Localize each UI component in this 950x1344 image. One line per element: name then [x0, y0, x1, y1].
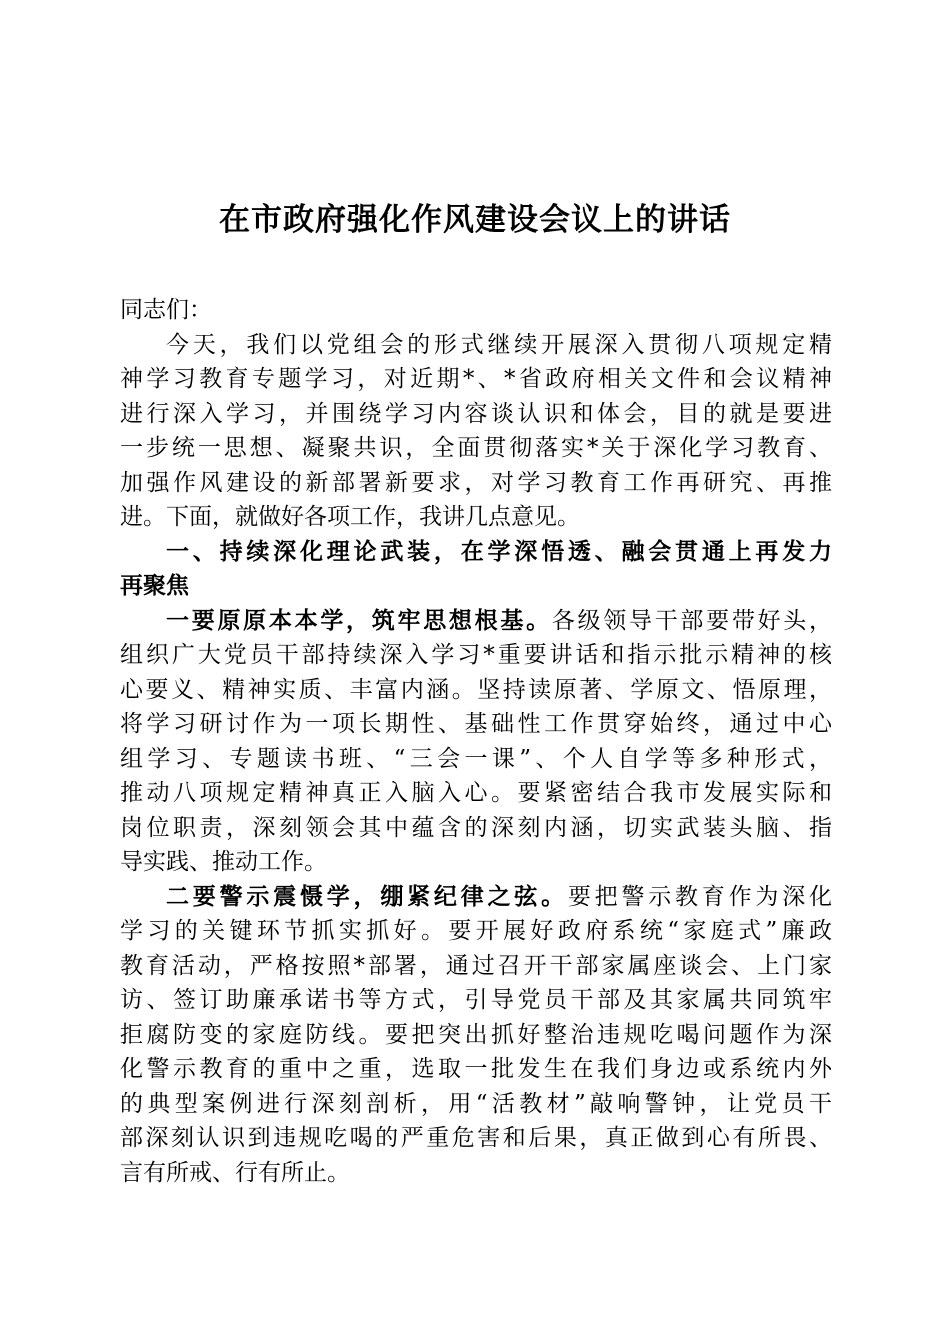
point-paragraph-2: [120, 880, 832, 1191]
point-text: 要把警示教育作为深化: [567, 883, 833, 910]
paragraph-line: 学习的关键环节抓实抓好。要开展好政府系统“家庭式”廉政: [120, 918, 832, 944]
paragraph-line: 进。下面，就做好各项工作，我讲几点意见。: [120, 504, 580, 530]
document-title: 在市政府强化作风建设会议上的讲话: [219, 202, 731, 238]
paragraph-line: 心要义、精神实质、丰富内涵。坚持读原著、学原文、悟原理，: [120, 676, 832, 703]
paragraph-line: 进行深入学习，并围绕学习内容谈认识和体会，目的就是要进: [120, 400, 832, 427]
section-heading-1: [120, 535, 832, 604]
heading-line: 一、持续深化理论武装，在学深悟透、融会贯通上再发力: [166, 538, 832, 565]
paragraph-line: 岗位职责，深刻领会其中蕴含的深刻内涵，切实武装头脑、指: [120, 814, 832, 841]
paragraph-line: [120, 880, 832, 915]
paragraph-line: 组学习、专题读书班、“三会一课”、个人自学等多种形式，: [120, 745, 832, 772]
paragraph-line: 化警示教育的重中之重，选取一批发生在我们身边或系统内外: [120, 1056, 832, 1082]
paragraph-line: 的典型案例进行深刻剖析，用“活教材”敲响警钟，让党员干: [120, 1090, 832, 1117]
paragraph-line: 访、签订助廉承诺书等方式，引导党员干部及其家属共同筑牢: [120, 987, 832, 1013]
heading-line: 再聚焦: [120, 573, 189, 599]
paragraph-line: 拒腐防变的家庭防线。要把突出抓好整治违规吃喝问题作为深: [120, 1021, 832, 1048]
paragraph-line: [120, 604, 832, 639]
point-text: 各级领导干部要带好头，: [551, 607, 833, 634]
paragraph-line: 言有所戒、行有所止。: [120, 1159, 350, 1186]
point-lead: 二要警示震慑学，绷紧纪律之弦。: [166, 882, 568, 910]
paragraph-line: 将学习研讨作为一项长期性、基础性工作贯穿始终，通过中心: [120, 711, 832, 737]
intro-paragraph: [120, 328, 832, 535]
point-lead: 一要原原本本学，筑牢思想根基。: [166, 606, 552, 634]
point-paragraph-1: [120, 604, 832, 880]
paragraph-line: 组织广大党员干部持续深入学习*重要讲话和指示批示精神的核: [120, 642, 832, 668]
paragraph-line: 教育活动，严格按照*部署，通过召开干部家属座谈会、上门家: [120, 952, 832, 979]
paragraph-line: 今天，我们以党组会的形式继续开展深入贯彻八项规定精: [166, 331, 832, 358]
paragraph-line: 部深刻认识到违规吃喝的严重危害和后果，真正做到心有所畏、: [120, 1125, 832, 1151]
paragraph-line: 神学习教育专题学习，对近期*、*省政府相关文件和会议精神: [120, 366, 832, 392]
paragraph-line: 导实践、推动工作。: [120, 849, 327, 875]
salutation: 同志们：: [120, 297, 212, 323]
paragraph-line: 一步统一思想、凝聚共识，全面贯彻落实*关于深化学习教育、: [120, 435, 832, 461]
paragraph-line: 推动八项规定精神真正入脑入心。要紧密结合我市发展实际和: [120, 780, 832, 806]
paragraph-line: 加强作风建设的新部署新要求，对学习教育工作再研究、再推: [120, 469, 832, 496]
document-body: [120, 293, 832, 1190]
